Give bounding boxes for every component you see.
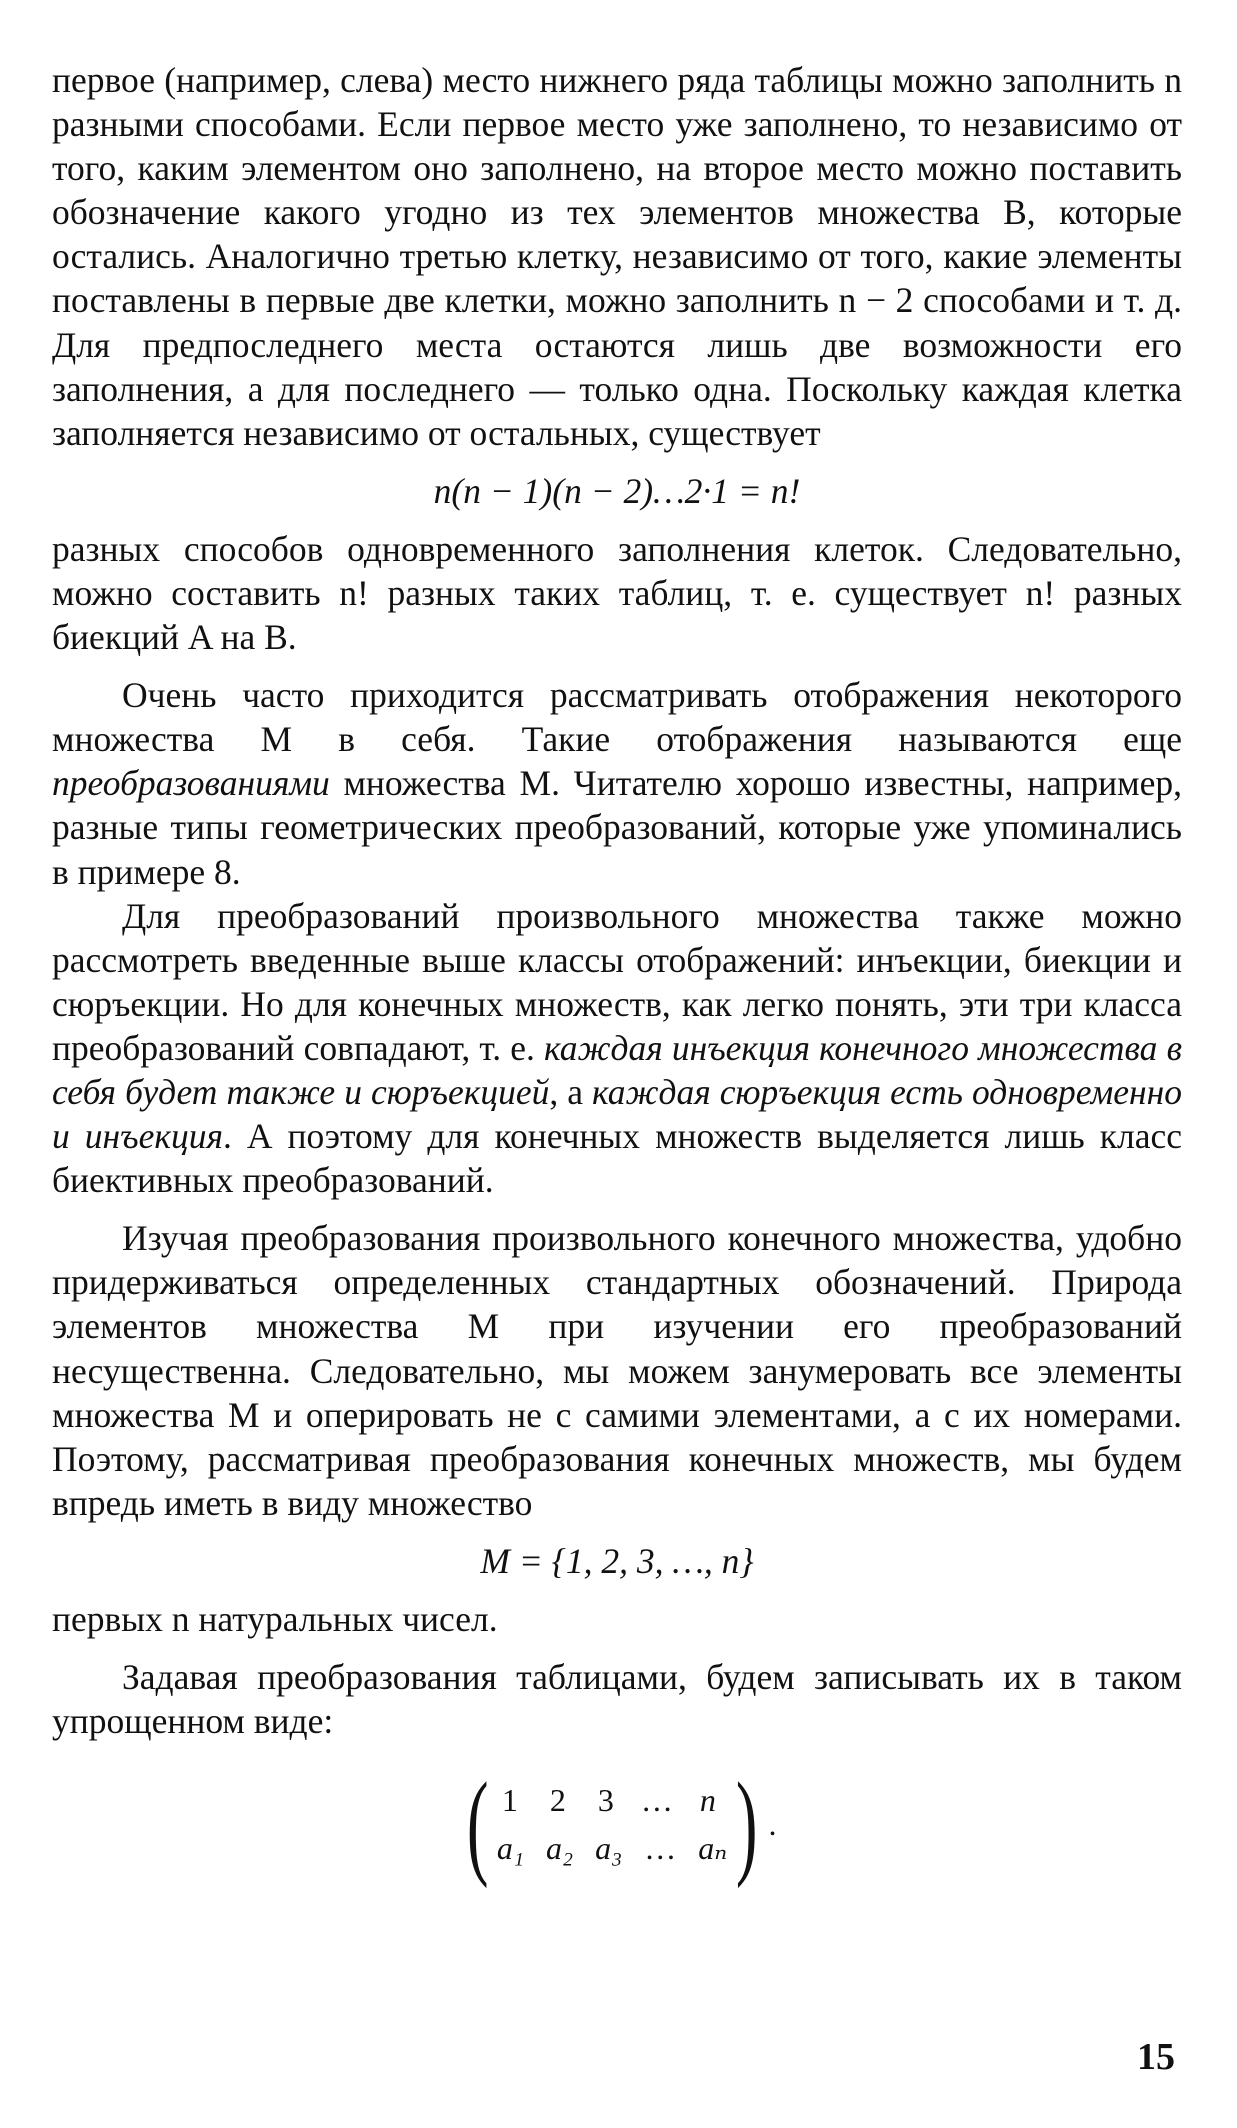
paragraph-2: разных способов одновременного заполнения клеток. Следовательно, можно составить n! разных таких таблиц, т. е. существует n! разных биекций A на B. (52, 528, 1182, 658)
matrix-cell: a₃ (595, 1830, 623, 1867)
page-content (52, 58, 1183, 1890)
matrix-cell: n (699, 1782, 716, 1819)
matrix-cell: aₙ (698, 1830, 728, 1867)
paragraph-4-text-a: Для преобразований произвольного множества также можно рассмотреть введенные выше классы отображений: инъекции, биекции и сюръекции. Но для конечных множеств, как легко понять, эти три класса преобразований совпадают, т. е. (52, 895, 1182, 1068)
matrix-top-row (497, 1776, 727, 1824)
matrix-cell: … (640, 1782, 673, 1819)
page-number: 15 (1137, 2036, 1175, 2078)
paragraph-5: Изучая преобразования произвольного конечного множества, удобно придерживаться определенных стандартных обозначений. Природа элементов множества M при изучении его преобразований несущественна. Следовательно, мы можем занумеровать все элементы множества M и оперировать не с самими элементами, а с их номерами. Поэтому, рассматривая преобразования конечных множеств, мы будем впредь иметь в виду множество (52, 1218, 1182, 1523)
matrix-cell: 3 (597, 1782, 614, 1819)
matrix-cell: a₁ (496, 1830, 524, 1867)
right-paren: ) (736, 1758, 758, 1890)
matrix-period: . (768, 1805, 777, 1842)
matrix-bottom-row (497, 1824, 727, 1872)
formula-set-m: M = {1, 2, 3, …, n} (480, 1540, 754, 1581)
left-paren: ( (466, 1758, 488, 1890)
matrix-cell: 1 (501, 1782, 518, 1819)
paragraph-4-text-c: . А поэтому для конечных множеств выделяется лишь класс биективных преобразований. (52, 1116, 1183, 1201)
matrix-cell: a₂ (545, 1830, 574, 1867)
paragraph-3-text-a: Очень часто приходится рассматривать отображения некоторого множества M в себя. Такие отображения называются еще (52, 675, 1182, 760)
matrix-cell: … (644, 1830, 677, 1867)
paragraph-4 (52, 894, 1182, 1203)
paragraph-3-text-b: множества M. Читателю хорошо известны, например, разные типы геометрических преобразований, которые уже упоминались в примере 8. (52, 763, 1182, 892)
paragraph-4-emphasis-2: каждая сюръекция есть одновременно и инъекция (52, 1071, 1182, 1157)
permutation-matrix (52, 1758, 1182, 1890)
matrix-rows (497, 1776, 727, 1872)
formula-factorial: n(n − 1)(n − 2)…2·1 = n! (433, 470, 801, 511)
paragraph-4-emphasis-1: каждая инъекция конечного множества в себя будет также и сюръекцией (52, 1027, 1182, 1112)
paragraph-6: первых n натуральных чисел. (52, 1598, 498, 1639)
paragraph-7: Задавая преобразования таблицами, будем записывать их в таком упрощенном виде: (52, 1657, 1182, 1742)
paragraph-3 (52, 673, 1182, 893)
paragraph-1: первое (например, слева) место нижнего ряда таблицы можно заполнить n разными способами. Если первое место уже заполнено, то независимо от того, каким элементом оно заполнено, на второе место можно поставить обозначение какого угодно из тех элементов множества B, которые остались. Аналогично третью клетку, независимо от того, какие элементы поставлены в первые две клетки, можно заполнить n − 2 способами и т. д. Для предпоследнего места остаются лишь две возможности его заполнения, а для последнего — только одна. Поскольку каждая клетка заполняется независимо от остальных, существует (52, 60, 1182, 453)
matrix-cell: 2 (549, 1782, 566, 1819)
paragraph-3-emphasis: преобразованиями (52, 763, 330, 804)
paragraph-4-text-b: , а (549, 1071, 593, 1112)
